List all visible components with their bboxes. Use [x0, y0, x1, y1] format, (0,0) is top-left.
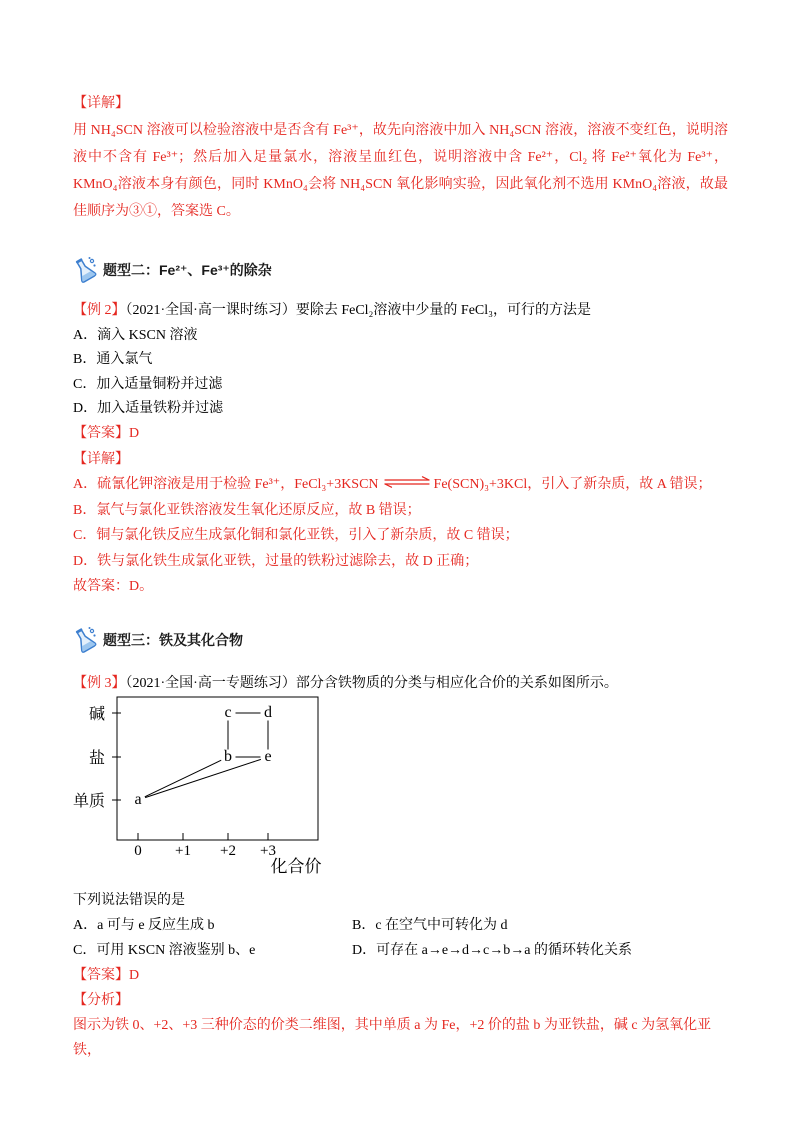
example-2-detail-a [73, 472, 728, 498]
detail-a-after: Fe(SCN)₃+3KCl，引入了新杂质，故 A 错误； [433, 477, 712, 492]
detail-section-1 [73, 90, 728, 225]
x-axis-label: 化合价 [270, 857, 322, 876]
flask-icon [73, 256, 97, 284]
section-title-3: 题型三：铁及其化合物 [103, 632, 243, 648]
y-label-salt: 盐 [88, 750, 105, 767]
example-2-detail-label: 【详解】 [73, 451, 129, 467]
diagram-frame [117, 697, 318, 840]
example-2-option-c: C．加入适量铜粉并过滤 [73, 376, 223, 392]
example-2-answer-section [73, 421, 728, 600]
point-b: b [224, 748, 232, 765]
example-3-option-c: C．可用 KSCN 溶液鉴别 b、e [73, 943, 256, 958]
detail-label: 【详解】 [73, 96, 129, 111]
example-2-option-a: A．滴入 KSCN 溶液 [73, 327, 198, 343]
x-tick-label-2: +2 [220, 843, 236, 859]
x-tick-label-3: +3 [260, 843, 276, 859]
answer-label: 【答案】 [73, 968, 129, 983]
example-2-detail-d: D．铁与氯化铁生成氯化亚铁，过量的铁粉过滤除去，故 D 正确； [73, 553, 479, 569]
x-tick-label-1: +1 [175, 843, 191, 859]
section-title-2: 题型二：Fe²⁺、Fe³⁺的除杂 [103, 262, 272, 278]
example-2-stem [73, 299, 728, 324]
example-3-tag: 【例 3】 [73, 676, 126, 691]
y-label-base: 碱 [88, 706, 105, 723]
section-header-3 [73, 626, 243, 654]
example-3-option-d: D．可存在 a→e→d→c→b→a 的循环转化关系 [352, 943, 632, 958]
x-tick-label-0: 0 [134, 843, 142, 859]
example-3-question: 下列说法错误的是 [73, 893, 185, 908]
detail-a-before: A．硫氰化钾溶液是用于检验 Fe³⁺，FeCl₃+3KSCN [73, 477, 379, 492]
example-3-answer [73, 963, 728, 988]
example-2-tag: 【例 2】 [73, 303, 126, 318]
equilibrium-arrow-icon [384, 472, 430, 498]
example-2-stem-text: （2021·全国·高一课时练习）要除去 FeCl₂溶液中少量的 FeCl₃，可行的方法是 [125, 303, 592, 318]
diagram-edges [145, 713, 268, 798]
example-2-detail-c: C．铜与氯化铁反应生成氯化铜和氯化亚铁，引入了新杂质，故 C 错误； [73, 528, 519, 544]
example-3-options-row-2 [73, 938, 728, 963]
edge-a-b [145, 760, 221, 797]
example-2-detail-b: B．氯气与氯化亚铁溶液发生氧化还原反应，故 B 错误； [73, 502, 421, 518]
example-2-option-b: B．通入氯气 [73, 352, 153, 367]
example-3-analysis-text: 图示为铁 0、+2、+3 三种价态的价类二维图，其中单质 a 为 Fe，+2 价的盐 b 为亚铁盐，碱 c 为氢氧化亚铁， [73, 1018, 712, 1058]
example-3-stem-text: （2021·全国·高一专题练习）部分含铁物质的分类与相应化合价的关系如图所示。 [125, 676, 618, 691]
example-3-option-a: A．a 可与 e 反应生成 b [73, 918, 215, 933]
detail-text: 用 NH₄SCN 溶液可以检验溶液中是否含有 Fe³⁺，故先向溶液中加入 NH₄SCN 溶液，溶液不变红色，说明溶液中不含有 Fe³⁺；然后加入足量氯水，溶液呈血红色，说明溶液中含 Fe²⁺，Cl₂ 将 Fe²⁺氧化为 Fe³⁺，KMnO₄溶液本身有颜色，同时 KMnO₄会将 NH₄SCN 氧化影响实验，因此氧化剂不选用 KMnO₄溶液，故最佳顺序为③①，答案选 C。 [73, 123, 728, 219]
answer-value: D [129, 426, 140, 441]
diagram-points [134, 704, 272, 808]
edge-a-e [145, 759, 261, 797]
example-3-analysis-label: 【分析】 [73, 993, 129, 1008]
flask-icon [73, 626, 97, 654]
example-3-question-section [73, 888, 728, 1063]
y-label-element: 单质 [72, 793, 105, 810]
iron-valence-diagram [60, 690, 335, 880]
answer-value: D [129, 968, 140, 983]
example-2-conclusion: 故答案：D。 [73, 579, 154, 595]
point-a: a [134, 791, 142, 808]
point-d: d [264, 704, 272, 721]
example-2 [73, 299, 728, 422]
example-2-answer [73, 421, 728, 447]
point-e: e [264, 748, 272, 765]
example-3-option-b: B．c 在空气中可转化为 d [352, 918, 508, 933]
example-2-option-d: D．加入适量铁粉并过滤 [73, 401, 224, 416]
point-c: c [224, 704, 232, 721]
section-header-2 [73, 256, 272, 284]
answer-label: 【答案】 [73, 426, 129, 441]
example-3-options-row-1 [73, 913, 728, 938]
